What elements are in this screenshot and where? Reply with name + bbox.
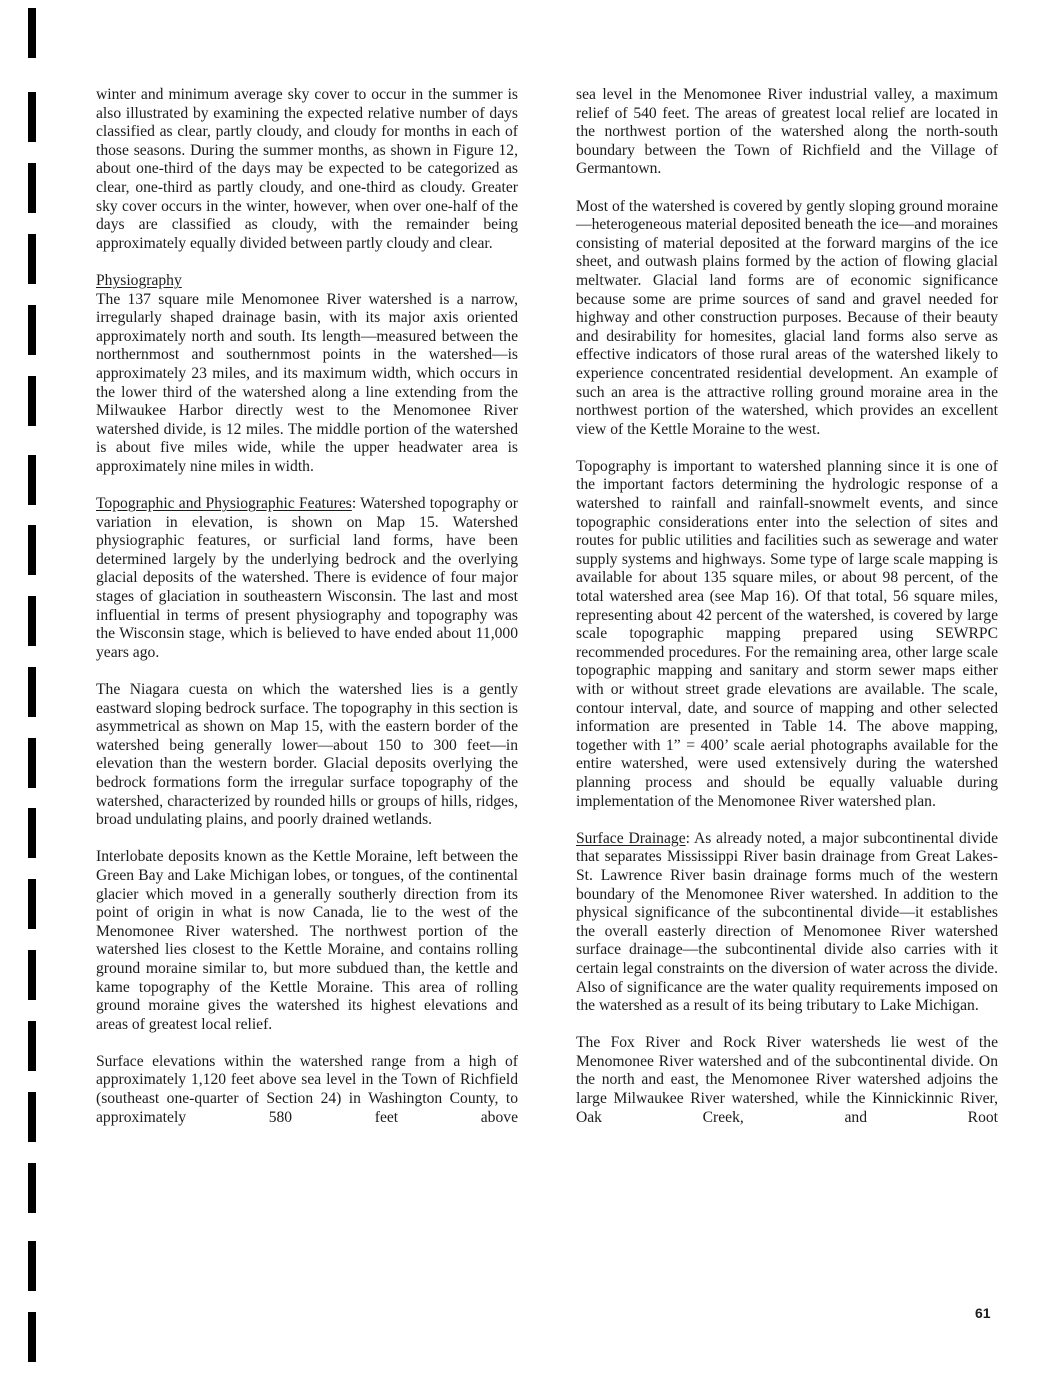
paragraph-sea-level: sea level in the Menomonee River industrial valley, a maximum relief of 540 feet. The areas of greatest local relief are located in the northwest portion of the watershed along the north-south boundary between the Town of Richfield and the Village of Germantown. [576, 86, 998, 178]
paragraph-fox-river: The Fox River and Rock River watersheds lie west of the Menomonee River watershed and of the subcontinental divide. On the north and east, the Menomonee River watershed adjoins the large Milwaukee River watershed, while the Kinnickinnic River, Oak Creek, and Root [576, 1034, 998, 1126]
paragraph-surface-elevations: Surface elevations within the watershed range from a high of approximately 1,120 feet above sea level in the Town of Richfield (southeast one-quarter of Section 24) in Washington County, to approximately 580 feet above [96, 1052, 518, 1126]
paragraph-niagara-cuesta: The Niagara cuesta on which the watershed lies is a gently eastward sloping bedrock surface. The topography in this section is asymmetrical as shown on Map 15, with the eastern border of the watershed being generally lower—about 150 to 300 feet—in elevation than the western border. Glacial deposits overlying the bedrock formations form the irregular surface topography of the watershed, characterized by rounded hills or groups of hills, ridges, broad undulating plains, and poorly drained wetlands. [96, 681, 518, 829]
binding-mark [28, 163, 36, 213]
binding-mark [28, 234, 36, 284]
binding-mark [28, 950, 36, 1000]
paragraph-sky-cover: winter and minimum average sky cover to occur in the summer is also illustrated by examining the expected relative number of days classified as clear, partly cloudy, and cloudy for months in each of those seasons. During the summer months, as shown in Figure 12, about one-third of the days may be expected to be categorized as clear, one-third as partly cloudy, and one-third as cloudy. Greater sky cover occurs in the winter, however, when over one-half of the days are classified as cloudy, with the remainder being approximately equally divided between partly cloudy and clear. [96, 86, 518, 252]
binding-mark [28, 1241, 36, 1291]
surface-drainage-heading: Surface Drainage [576, 829, 686, 847]
binding-mark [28, 92, 36, 142]
binding-mark [28, 1163, 36, 1213]
binding-mark [28, 525, 36, 575]
topographic-features-heading: Topographic and Physiographic Features [96, 495, 352, 513]
binding-mark [28, 596, 36, 646]
binding-mark [28, 1312, 36, 1362]
surface-drainage-text: : As already noted, a major subcontinental divide that separates Mississippi River basin drainage from Great Lakes-St. Lawrence River basin drainage forms much of the western boundary of the Menomonee River watershed. In addition to the physical significance of the subcontinental divide—it establishes the overall easterly direction of Menomonee River watershed surface drainage—the subcontinental divide also carries with it certain legal constraints on the diversion of water across the divide. Also of significance are the water quality requirements imposed on the watershed as a result of its being tributary to Lake Michigan. [576, 829, 998, 1015]
right-column [576, 86, 998, 1146]
binding-mark [28, 376, 36, 426]
left-column [96, 86, 518, 1146]
topographic-features-text: : Watershed topography or variation in elevation, is shown on Map 15. Watershed physiographic features, or surficial land forms, have been determined largely by the underlying bedrock and the overlying glacial deposits of the watershed. There is evidence of four major stages of glaciation in southeastern Wisconsin. The last and most influential in terms of present physiography and topography was the Wisconsin stage, which is believed to have ended about 11,000 years ago. [96, 495, 518, 661]
paragraph-topography-planning: Topography is important to watershed planning since it is one of the important factors determining the hydrologic response of a watershed to rainfall and rainfall-snowmelt events, and since topographic considerations enter into the selection of sites and routes for public utilities and facilities such as sewerage and water supply systems and highways. Some type of large scale mapping is available for about 135 square miles, or about 98 percent, of the total watershed area (see Map 16). Of that total, 56 square miles, representing about 42 percent of the watershed, is covered by large scale topographic mapping prepared using SEWRPC recommended procedures. For the remaining area, other large scale topographic mapping and sanitary and storm sewer maps either with or without street grade elevations are available. The scale, contour interval, date, and source of mapping and other selected information are presented in Table 14. The above mapping, together with 1” = 400’ scale aerial photographs available for the entire watershed, were used extensively during the watershed planning process and should be equally valuable during implementation of the Menomonee River watershed plan. [576, 457, 998, 810]
binding-mark [28, 667, 36, 717]
binding-mark [28, 738, 36, 788]
topographic-features-paragraph [96, 495, 518, 662]
binding-mark [28, 879, 36, 929]
binding-mark [28, 808, 36, 858]
binding-mark [28, 1021, 36, 1071]
physiography-heading: Physiography [96, 271, 182, 289]
binding-mark [28, 8, 36, 58]
paragraph-ground-moraine: Most of the watershed is covered by gently sloping ground moraine—heterogeneous material deposited beneath the ice—and moraines consisting of material deposited at the forward margins of the ice sheet, and outwash plains formed by the action of flowing glacial meltwater. Glacial land forms are of economic significance because some are prime sources of sand and gravel needed for highway and other construction purposes. Because of their beauty and desirability for homesites, glacial land forms also serve as effective indicators of those rural areas of the watershed likely to experience concentrated residential development. An example of such an area is the attractive rolling ground moraine area in the northwest portion of the watershed, which provides an excellent view of the Kettle Moraine to the west. [576, 197, 998, 438]
physiography-section [96, 272, 518, 291]
physiography-text: The 137 square mile Menomonee River watershed is a narrow, irregularly shaped drainage basin, with its major axis oriented approximately north and south. Its length—measured between the northernmost and southernmost points in the watershed—is approximately 23 miles, and its maximum width, which occurs in the lower third of the watershed along a line extending from the Milwaukee Harbor directly west to the Menomonee River watershed divide, is 12 miles. The middle portion of the watershed is about five miles wide, while the upper headwater area is approximately nine miles in width. [96, 290, 518, 475]
page-number: 61 [975, 1305, 991, 1321]
binding-mark [28, 305, 36, 355]
paragraph-interlobate-deposits: Interlobate deposits known as the Kettle Moraine, left between the Green Bay and Lake Michigan lobes, or tongues, of the continental glacier which moved in a generally southerly direction from its point of origin in what is now Canada, lie to the west of the Menomonee River watershed. The northwest portion of the watershed lies closest to the Kettle Moraine, and contains rolling ground moraine similar to, but more subdued than, the kettle and kame topography of the Kettle Moraine. This area of rolling ground moraine gives the watershed its highest elevations and areas of greatest local relief. [96, 848, 518, 1033]
binding-mark [28, 455, 36, 505]
binding-mark [28, 1092, 36, 1142]
surface-drainage-paragraph [576, 830, 998, 1016]
binding-marks [28, 0, 38, 1379]
